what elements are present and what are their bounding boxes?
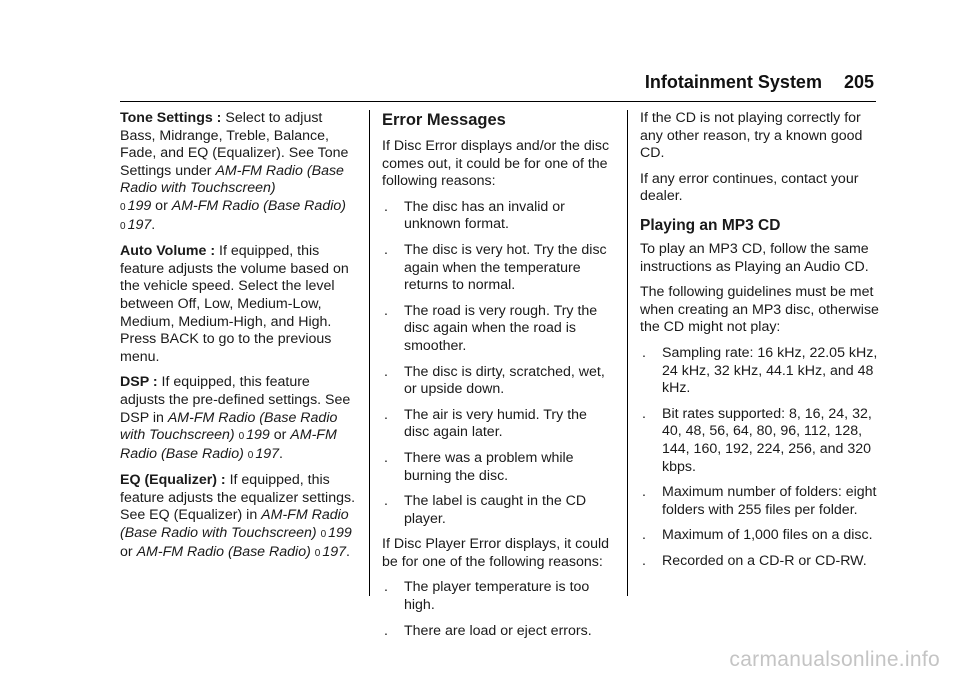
eq-or: or [120,543,137,560]
player-error-intro: If Disc Player Error displays, it could be for one of the following reasons: [382,536,610,570]
page-number: 205 [843,72,874,92]
column-2 [382,110,614,648]
list-item [382,364,614,399]
list-item-text: Maximum number of folders: eight folders with 255 files per folder. [662,484,877,518]
tone-ref-1[interactable]: AM-FM Radio (Base Radio with Touchscreen) [120,162,344,197]
list-item [640,406,880,476]
bullet-mark: . [384,302,388,319]
eq-entry [120,472,358,562]
site-watermark: carmanualsonline.info [729,648,940,671]
list-item [382,407,614,442]
bullet-mark: . [642,344,646,361]
tone-or: or [151,197,172,214]
eq-term: EQ (Equalizer) : [120,472,226,489]
eq-ref-1[interactable]: AM-FM Radio (Base Radio with Touchscreen) [120,507,349,542]
error-messages-heading: Error Messages [382,111,506,129]
list-item [640,553,880,571]
tone-settings-term: Tone Settings : [120,110,222,126]
page-ref-arrow-icon: 0 [120,201,126,213]
list-item-text: The air is very humid. Try the disc again later. [404,406,587,441]
page-header [0,72,874,93]
play-mp3-instructions: To play an MP3 CD, follow the same instructions as Playing an Audio CD. [640,240,869,275]
page-ref-arrow-icon: 0 [238,431,245,443]
eq-ref-2[interactable]: AM-FM Radio (Base Radio) [136,543,311,560]
bullet-mark: . [384,363,388,380]
tone-page-1[interactable]: 199 [127,197,152,214]
eq-text: If equipped, this feature adjusts the equalizer settings. See EQ (Equalizer) in [120,472,356,524]
auto-volume-text: If equipped, this feature adjusts the volume based on the vehicle speed. Select the level between Off, Low, Medium-Low, Medium, Medium-High, and High. Press BACK to go to the previous menu. [120,243,349,365]
list-item-text: The disc has an invalid or unknown format. [404,198,565,233]
column-1 [120,110,358,570]
bullet-mark: . [384,493,388,510]
eq-end: . [346,543,350,560]
tone-page-2[interactable]: 197 [127,216,152,233]
dsp-or: or [269,427,291,444]
list-item-text: Sampling rate: 16 kHz, 22.05 kHz, 24 kHz, 32 kHz, 44.1 kHz, and 48 kHz. [662,344,878,397]
list-item [382,199,614,234]
dsp-page-2[interactable]: 197 [255,445,279,462]
list-item [382,493,614,528]
list-item-text: Bit rates supported: 8, 16, 24, 32, 40, 48, 56, 64, 80, 96, 112, 128, 144, 160, 192, 224, 256, and 320 kbps. [662,405,872,475]
cd-not-playing-text: If the CD is not playing correctly for any other reason, try a known good CD. [640,110,863,162]
dsp-page-1[interactable]: 199 [246,427,270,444]
player-error-reasons [382,579,614,640]
list-item-text: Recorded on a CD-R or CD-RW. [662,552,867,569]
bullet-mark: . [384,241,388,258]
tone-settings-entry [120,110,358,235]
bullet-mark: . [642,552,646,569]
list-item [382,303,614,356]
bullet-mark: . [642,405,646,422]
list-item [382,242,614,295]
dsp-ref-2[interactable]: AM-FM Radio (Base Radio) [120,427,337,462]
list-item-text: The disc is very hot. Try the disc again when the temperature returns to normal. [404,241,607,294]
disc-error-reasons [382,199,614,529]
list-item [382,450,614,485]
page-ref-arrow-icon: 0 [120,220,126,232]
list-item [640,527,880,545]
page-ref-arrow-icon: 0 [314,547,321,559]
auto-volume-entry [120,243,358,366]
eq-page-1[interactable]: 199 [328,525,352,542]
list-item [640,345,880,398]
bullet-mark: . [642,484,646,501]
eq-page-2[interactable]: 197 [322,543,346,560]
contact-dealer-text: If any error continues, contact your dealer. [640,170,859,205]
list-item [640,484,880,519]
bullet-mark: . [642,527,646,544]
bullet-mark: . [384,406,388,423]
tone-settings-text: Select to adjust Bass, Midrange, Treble, Balance, Fade, and EQ (Equalizer). See Tone Settings under [120,110,349,179]
list-item-text: There are load or eject errors. [404,622,592,639]
playing-mp3-heading: Playing an MP3 CD [640,216,781,234]
bullet-mark: . [384,198,388,215]
bullet-mark: . [384,622,388,639]
auto-volume-term: Auto Volume : [120,243,216,260]
dsp-ref-1[interactable]: AM-FM Radio (Base Radio with Touchscreen) [120,409,338,444]
mp3-guidelines-intro: The following guidelines must be met when creating an MP3 disc, otherwise the CD might not play: [640,284,879,336]
bullet-mark: . [384,449,388,466]
list-item-text: The disc is dirty, scratched, wet, or upside down. [404,363,605,398]
page-ref-arrow-icon: 0 [320,529,327,541]
dsp-text: If equipped, this feature adjusts the pre-defined settings. See DSP in [120,374,351,426]
list-item [382,623,614,641]
dsp-entry [120,374,358,464]
list-item [382,579,614,614]
bullet-mark: . [384,579,388,596]
section-title: Infotainment System [644,72,822,92]
page-ref-arrow-icon: 0 [247,449,254,461]
header-rule [120,101,876,102]
column-divider-2 [627,110,628,596]
tone-ref-2[interactable]: AM-FM Radio (Base Radio) [171,197,346,214]
list-item-text: Maximum of 1,000 files on a disc. [662,527,873,544]
tone-end: . [151,216,156,233]
dsp-end: . [279,445,283,462]
column-3 [640,110,880,578]
list-item-text: There was a problem while burning the disc. [404,449,574,484]
dsp-term: DSP : [120,374,158,391]
mp3-guidelines-list [640,345,880,571]
list-item-text: The label is caught in the CD player. [404,493,587,527]
column-divider-1 [369,110,370,596]
list-item-text: The road is very rough. Try the disc again when the road is smoother. [404,302,598,354]
list-item-text: The player temperature is too high. [404,579,590,614]
disc-error-intro: If Disc Error displays and/or the disc comes out, it could be for one of the following reasons: [382,138,610,190]
